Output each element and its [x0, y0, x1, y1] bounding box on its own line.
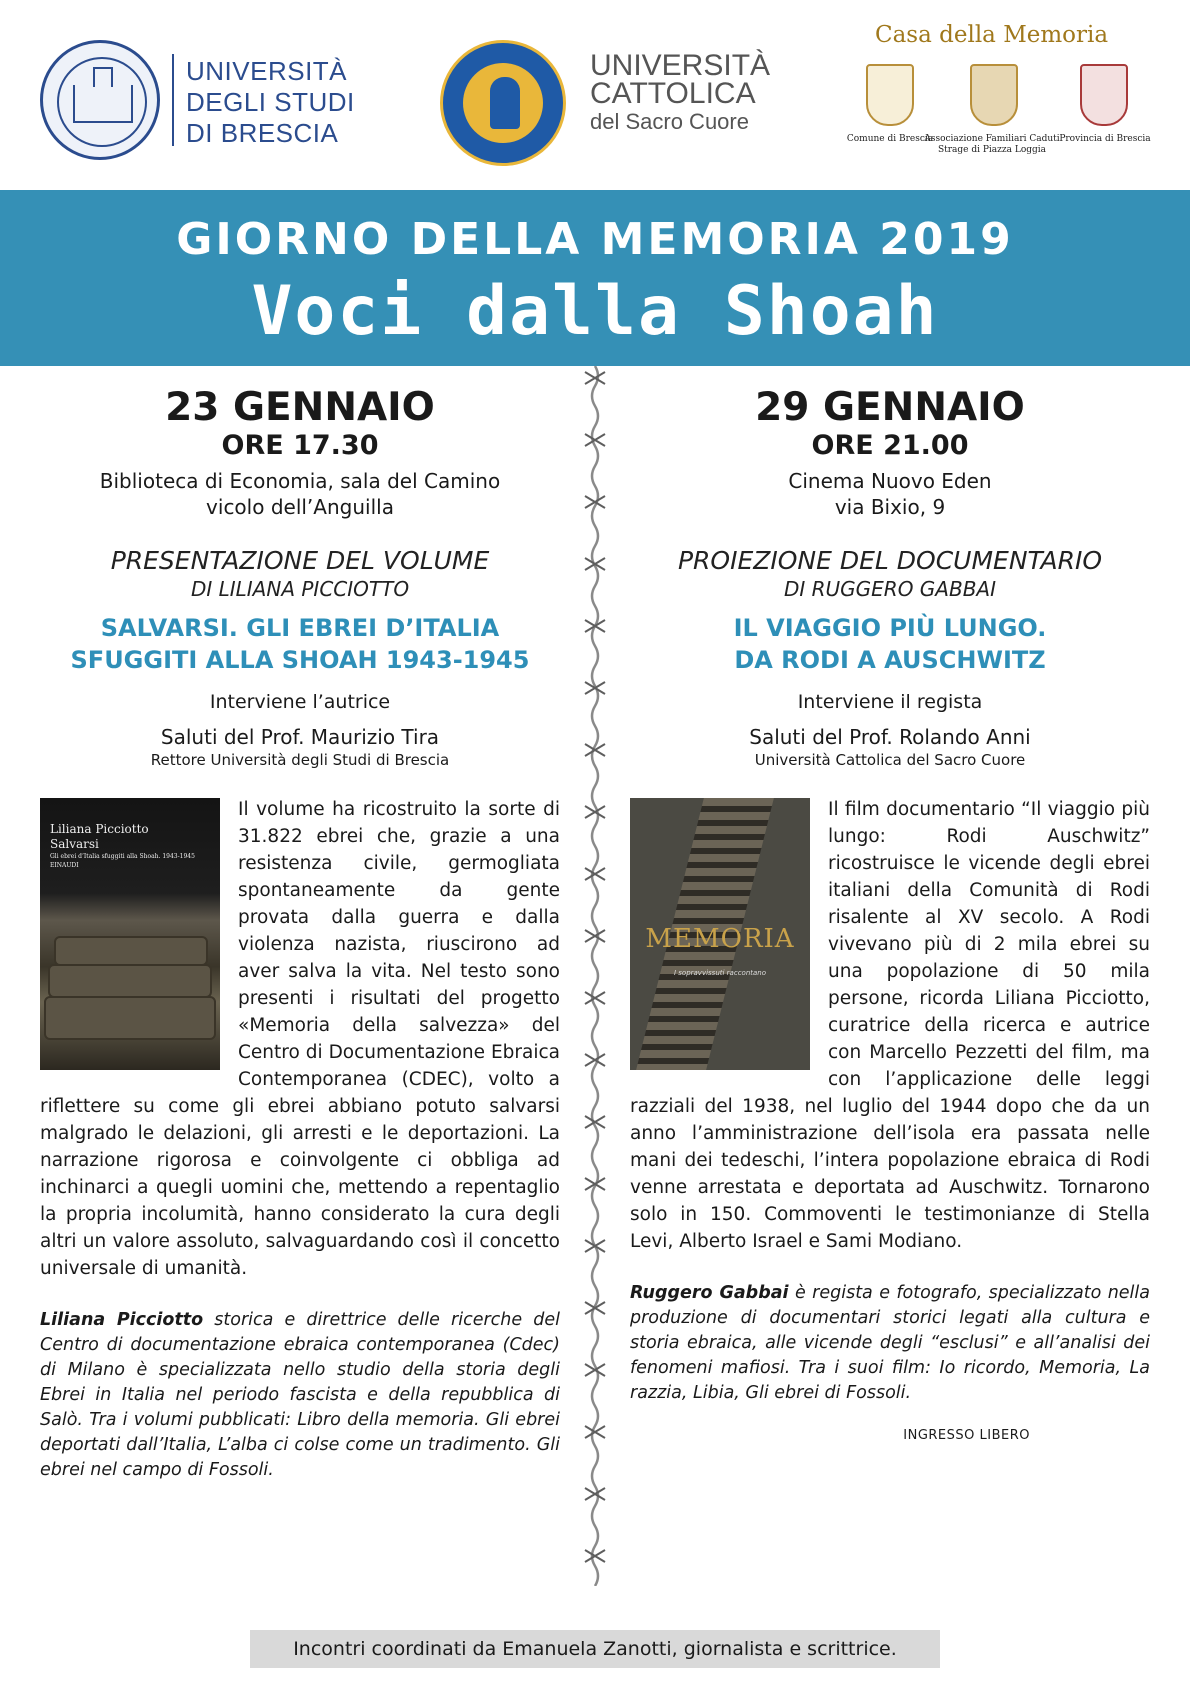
barbed-wire-divider [583, 366, 607, 1586]
footer-coordination: Incontri coordinati da Emanuela Zanotti, giornalista e scrittrice. [250, 1630, 940, 1668]
event-time: ORE 21.00 [811, 430, 969, 461]
event-date: 29 GENNAIO [755, 385, 1025, 430]
event-venue: Biblioteca di Economia, sala del Camino vicolo dell’Anguilla [99, 469, 501, 519]
header-logos [0, 0, 1190, 190]
event-description: Liliana Picciotto Salvarsi Gli ebrei d’Italia sfuggiti alla Shoah. 1943-1945 EINAUDI Il volume ha ricostruito la sorte di 31.822 ebrei che, grazie a una resistenza civile, germogliata spontaneamente da gente provata dalla guerra e dalla violenza nazista, riuscirono ad aver salva la vita. Nel testo sono presenti i risultati del progetto «Memoria della salvezza» del Centro di Documentazione Ebraica Contemporanea (CDEC), volto a riflettere su come gli ebrei abbiano potuto salvarsi malgrado le delazioni, gli arresti e le deportazioni. La narrazione rigorosa e coinvolgente ci obbliga ad inchinarci a quegli uomini che, mettendo a repentaglio la propria incolumità, hanno considerato la cura degli altri un valore assoluto, salvaguardando così il concetto universale di umanità. [40, 799, 560, 1279]
event-left [40, 366, 560, 1483]
event-kind: PROIEZIONE DEL DOCUMENTARIO [677, 546, 1103, 575]
unibs-wordmark: UNIVERSITÀ DEGLI STUDI DI BRESCIA [186, 56, 355, 148]
unibs-seal-icon [40, 40, 160, 160]
event-author: DI LILIANA PICCIOTTO [190, 577, 410, 601]
event-venue: Cinema Nuovo Eden via Bixio, 9 [788, 469, 992, 519]
greeting-line: Saluti del Prof. Rolando Anni [749, 725, 1031, 749]
event-right [630, 366, 1150, 1443]
event-title: Voci dalla Shoah [251, 272, 939, 351]
event-kind: PRESENTAZIONE DEL VOLUME [110, 546, 490, 575]
crest-label-comune: Comune di Brescia [846, 134, 934, 144]
greeting-line: Saluti del Prof. Maurizio Tira [160, 725, 440, 749]
free-entry-note: INGRESSO LIBERO [903, 1428, 1030, 1443]
intervenes-line: Interviene l’autrice [209, 691, 391, 713]
event-kicker: GIORNO DELLA MEMORIA 2019 [176, 214, 1014, 265]
unicatt-seal-icon [440, 40, 566, 166]
author-bio: Liliana Picciotto storica e direttrice delle ricerche del Centro di documentazione ebraica contemporanea (Cdec) di Milano è specializzata nello studio della storia degli Ebrei in Italia nel periodo fascista e della repubblica di Salò. Tra i volumi pubblicati: Libro della memoria. Gli ebrei deportati dall’Italia, L’alba ci colse come un tradimento. Gli ebrei nel campo di Fossoli. [40, 1310, 560, 1480]
unibs-logo [40, 40, 360, 160]
event-date: 23 GENNAIO [165, 385, 435, 430]
work-title: IL VIAGGIO PIÙ LUNGO. DA RODI A AUSCHWITZ [733, 614, 1047, 674]
event-description: MEMORIA I sopravvissuti raccontano Il film documentario “Il viaggio più lungo: Rodi Auschwitz” ricostruisce le vicende degli ebrei italiani della Comunità di Rodi risalente al XV secolo. A Rodi vivevano più di 2 mila ebrei su una popolazione di 50 mila persone, ricorda Liliana Picciotto, curatrice della ricerca e autrice con Marcello Pezzetti del film, ma con l’applicazione delle leggi razziali del 1938, nel luglio del 1944 dopo che da un anno l’amministrazione dell’isola era passata nelle mani dei tedeschi, l’intera popolazione ebraica di Rodi venne arrestata e deportata ad Auschwitz. Tornarono solo in 150. Commoventi le testimonianze di Stella Levi, Alberto Israel e Sami Modiano. [630, 799, 1150, 1252]
event-time: ORE 17.30 [221, 430, 379, 461]
associazione-crest-icon [970, 64, 1018, 126]
director-bio: Ruggero Gabbai è regista e fotografo, specializzato nella produzione di documentari storici legati alla cultura e storia ebraica, alle vicende degli “esclusi” e all’analisi dei fenomeni mafiosi. Tra i suoi film: Io ricordo, Memoria, La razzia, Libia, Gli ebrei di Fossoli. [630, 1283, 1150, 1403]
greeting-affiliation: Rettore Università degli Studi di Brescia [150, 751, 450, 769]
greeting-affiliation: Università Cattolica del Sacro Cuore [754, 751, 1026, 769]
unicatt-wordmark: UNIVERSITÀ CATTOLICA del Sacro Cuore [590, 49, 771, 134]
crest-label-provincia: Provincia di Brescia [1059, 134, 1151, 144]
crest-label-associazione: Associazione Familiari Caduti Strage di Piazza Loggia [924, 134, 1060, 155]
event-author: DI RUGGERO GABBAI [783, 577, 997, 601]
book-cover-image: Liliana Picciotto Salvarsi Gli ebrei d’Italia sfuggiti alla Shoah. 1943-1945 EINAUDI [40, 798, 220, 1070]
casa-memoria-logo [830, 22, 1160, 172]
comune-crest-icon [866, 64, 914, 126]
intervenes-line: Interviene il regista [797, 691, 983, 713]
provincia-crest-icon [1080, 64, 1128, 126]
unicatt-logo [440, 40, 771, 170]
casa-title: Casa della Memoria [875, 22, 1109, 48]
work-title: SALVARSI. GLI EBREI D’ITALIA SFUGGITI ALLA SHOAH 1943-1945 [70, 614, 530, 674]
film-poster-image: MEMORIA I sopravvissuti raccontano [630, 798, 810, 1070]
title-banner [0, 190, 1190, 366]
